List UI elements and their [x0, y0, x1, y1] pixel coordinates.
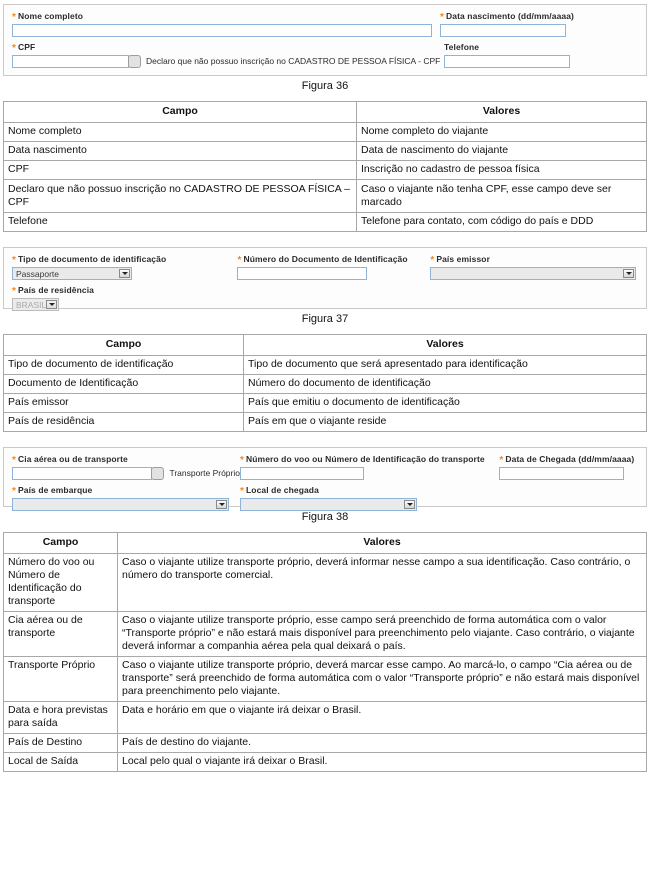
label-numero-documento-text: Número do Documento de Identificação — [243, 254, 408, 264]
label-data-chegada — [499, 454, 638, 465]
label-cpf-text: CPF — [18, 42, 36, 52]
telefone-input[interactable] — [444, 55, 570, 68]
table-figure37 — [3, 334, 647, 432]
field-pais-embarque — [12, 485, 240, 511]
table-row — [4, 753, 647, 772]
label-numero-voo — [240, 454, 499, 465]
table38-r1-valor: Caso o viajante utilize transporte próprio, esse campo será preenchido de forma automática com o valor “Transporte próprio” e não estará mais disponível para preenchimento pelo viajante. Caso contrário, o viajante deverá informar a companhia aérea pela qual deixará o país. — [118, 612, 647, 657]
label-numero-documento — [237, 254, 430, 265]
table-row — [4, 394, 647, 413]
data-nascimento-input[interactable] — [440, 24, 566, 37]
label-pais-residencia-text: País de residência — [18, 285, 94, 295]
table-row — [4, 356, 647, 375]
figure38-form-panel — [3, 447, 647, 507]
field-numero-voo — [240, 454, 499, 480]
chevron-down-icon — [119, 269, 130, 278]
transporte-proprio-checkbox[interactable] — [151, 467, 164, 480]
table-row — [4, 213, 647, 232]
table37-r0-valor: Tipo de documento que será apresentado para identificação — [244, 356, 647, 375]
label-nome-completo-text: Nome completo — [18, 11, 84, 21]
table37-r1-valor: Número do documento de identificação — [244, 375, 647, 394]
label-cia-aerea-text: Cia aérea ou de transporte — [18, 454, 128, 464]
table-row — [4, 657, 647, 702]
label-tipo-documento — [12, 254, 237, 265]
pais-residencia-selected-value: BRASIL — [16, 299, 47, 310]
label-tipo-documento-text: Tipo de documento de identificação — [18, 254, 167, 264]
required-asterisk-icon: * — [12, 455, 16, 466]
label-data-nascimento — [440, 11, 638, 22]
field-tipo-documento — [12, 254, 237, 280]
table38-r3-valor: Data e horário em que o viajante irá deixar o Brasil. — [118, 702, 647, 734]
figure38-caption: Figura 38 — [301, 511, 349, 523]
figure37-row-2 — [12, 285, 638, 311]
field-data-chegada — [499, 454, 638, 480]
required-asterisk-icon: * — [12, 255, 16, 266]
table38-r0-valor: Caso o viajante utilize transporte próprio, deverá informar nesse campo a sua identificação. Caso contrário, o número do transporte comercial. — [118, 554, 647, 612]
pais-residencia-select — [12, 298, 59, 311]
tipo-documento-selected-value: Passaporte — [16, 268, 59, 279]
declaro-sem-cpf-label: Declaro que não possuo inscrição no CADASTRO DE PESSOA FÍSICA - CPF — [146, 56, 441, 66]
table36-r1-campo: Data nascimento — [4, 142, 357, 161]
table-row — [4, 142, 647, 161]
table37-r3-campo: País de residência — [4, 413, 244, 432]
chevron-down-icon — [46, 300, 57, 309]
declaro-sem-cpf-checkbox[interactable] — [128, 55, 141, 68]
table36-r4-campo: Telefone — [4, 213, 357, 232]
table38-r4-valor: País de destino do viajante. — [118, 734, 647, 753]
numero-voo-input[interactable] — [240, 467, 364, 480]
table36-r3-valor: Caso o viajante não tenha CPF, esse campo deve ser marcado — [357, 180, 647, 213]
numero-documento-input[interactable] — [237, 267, 367, 280]
chevron-down-icon — [623, 269, 634, 278]
table-header-row — [4, 533, 647, 554]
figure36-row-2 — [12, 42, 638, 68]
required-asterisk-icon: * — [12, 12, 16, 23]
table-figure38 — [3, 532, 647, 772]
table-row — [4, 375, 647, 394]
field-telefone — [444, 42, 638, 68]
label-pais-emissor-text: País emissor — [436, 254, 490, 264]
table36-r2-valor: Inscrição no cadastro de pessoa física — [357, 161, 647, 180]
document-page — [0, 4, 650, 772]
table36-r1-valor: Data de nascimento do viajante — [357, 142, 647, 161]
table36-r3-campo: Declaro que não possuo inscrição no CADASTRO DE PESSOA FÍSICA – CPF — [4, 180, 357, 213]
required-asterisk-icon: * — [237, 255, 242, 266]
label-telefone: Telefone — [444, 42, 480, 52]
cpf-row — [12, 55, 441, 68]
required-asterisk-icon: * — [499, 455, 504, 466]
table-row — [4, 554, 647, 612]
data-chegada-input[interactable] — [499, 467, 624, 480]
label-numero-voo-text: Número do voo ou Número de Identificação do transporte — [246, 454, 485, 464]
table38-r5-valor: Local pelo qual o viajante irá deixar o Brasil. — [118, 753, 647, 772]
chevron-down-icon — [404, 500, 415, 509]
table38-r2-valor: Caso o viajante utilize transporte próprio, deverá marcar esse campo. Ao marcá-lo, o campo “Cia aérea ou de transporte” será preenchido de forma automática com o valor “Transporte próprio” e não estará mais disponível para preenchimento pelo viajante. — [118, 657, 647, 702]
chevron-down-icon — [216, 500, 227, 509]
figure37-caption: Figura 37 — [301, 313, 349, 325]
field-data-nascimento — [440, 11, 638, 37]
table37-r0-campo: Tipo de documento de identificação — [4, 356, 244, 375]
label-pais-emissor — [430, 254, 638, 265]
table36-header-campo: Campo — [4, 102, 357, 123]
tipo-documento-select[interactable] — [12, 267, 132, 280]
table-row — [4, 413, 647, 432]
required-asterisk-icon: * — [240, 486, 244, 497]
table-figure36 — [3, 101, 647, 232]
label-pais-embarque-text: País de embarque — [18, 485, 93, 495]
field-local-chegada — [240, 485, 502, 511]
table38-r2-campo: Transporte Próprio — [4, 657, 118, 702]
required-asterisk-icon: * — [430, 255, 435, 266]
table36-header-valores: Valores — [357, 102, 647, 123]
required-asterisk-icon: * — [12, 486, 16, 497]
table-row — [4, 161, 647, 180]
table38-header-campo: Campo — [4, 533, 118, 554]
required-asterisk-icon: * — [240, 455, 244, 466]
figure38-row-2 — [12, 485, 638, 511]
required-asterisk-icon: * — [440, 12, 444, 23]
field-cpf — [12, 42, 441, 68]
label-pais-embarque — [12, 485, 240, 496]
label-local-chegada-text: Local de chegada — [246, 485, 319, 495]
field-nome-completo — [12, 11, 432, 37]
table-row — [4, 612, 647, 657]
table-header-row — [4, 102, 647, 123]
field-pais-emissor — [430, 254, 638, 280]
table36-r0-campo: Nome completo — [4, 123, 357, 142]
label-local-chegada — [240, 485, 502, 496]
table37-header-campo: Campo — [4, 335, 244, 356]
spacer — [0, 232, 650, 243]
table36-r2-campo: CPF — [4, 161, 357, 180]
table-row — [4, 734, 647, 753]
field-numero-documento — [237, 254, 430, 280]
field-cia-aerea — [12, 454, 240, 480]
pais-emissor-select[interactable] — [430, 267, 636, 280]
table38-r4-campo: País de Destino — [4, 734, 118, 753]
table36-r4-valor: Telefone para contato, com código do país e DDD — [357, 213, 647, 232]
table-row — [4, 702, 647, 734]
spacer — [0, 432, 650, 443]
required-asterisk-icon: * — [12, 43, 16, 54]
table37-r2-valor: País que emitiu o documento de identificação — [244, 394, 647, 413]
table36-r0-valor: Nome completo do viajante — [357, 123, 647, 142]
table38-r3-campo: Data e hora previstas para saída — [4, 702, 118, 734]
label-data-nascimento-text: Data nascimento (dd/mm/aaaa) — [446, 11, 574, 21]
table37-r3-valor: País em que o viajante reside — [244, 413, 647, 432]
required-asterisk-icon: * — [12, 286, 16, 297]
table-row — [4, 180, 647, 213]
pais-embarque-select[interactable] — [12, 498, 229, 511]
table38-header-valores: Valores — [118, 533, 647, 554]
label-data-chegada-text: Data de Chegada (dd/mm/aaaa) — [505, 454, 635, 464]
table37-r1-campo: Documento de Identificação — [4, 375, 244, 394]
table-header-row — [4, 335, 647, 356]
table37-header-valores: Valores — [244, 335, 647, 356]
label-pais-residencia — [12, 285, 240, 296]
figure36-row-1 — [12, 11, 638, 37]
cia-aerea-row — [12, 467, 240, 480]
label-nome-completo — [12, 11, 432, 22]
nome-completo-input[interactable] — [12, 24, 432, 37]
cia-aerea-input[interactable] — [12, 467, 152, 480]
figure36-form-panel — [3, 4, 647, 76]
transporte-proprio-label: Transporte Próprio — [169, 468, 240, 478]
field-pais-residencia — [12, 285, 240, 311]
figure37-form-panel — [3, 247, 647, 309]
table38-r0-campo: Número do voo ou Número de Identificação do transporte — [4, 554, 118, 612]
table37-r2-campo: País emissor — [4, 394, 244, 413]
table38-r5-campo: Local de Saída — [4, 753, 118, 772]
local-chegada-select[interactable] — [240, 498, 417, 511]
table38-r1-campo: Cia aérea ou de transporte — [4, 612, 118, 657]
figure37-row-1 — [12, 254, 638, 280]
label-cpf — [12, 42, 436, 53]
figure38-row-1 — [12, 454, 638, 480]
label-cia-aerea — [12, 454, 240, 465]
cpf-input[interactable] — [12, 55, 129, 68]
figure36-caption: Figura 36 — [301, 80, 349, 92]
table-row — [4, 123, 647, 142]
